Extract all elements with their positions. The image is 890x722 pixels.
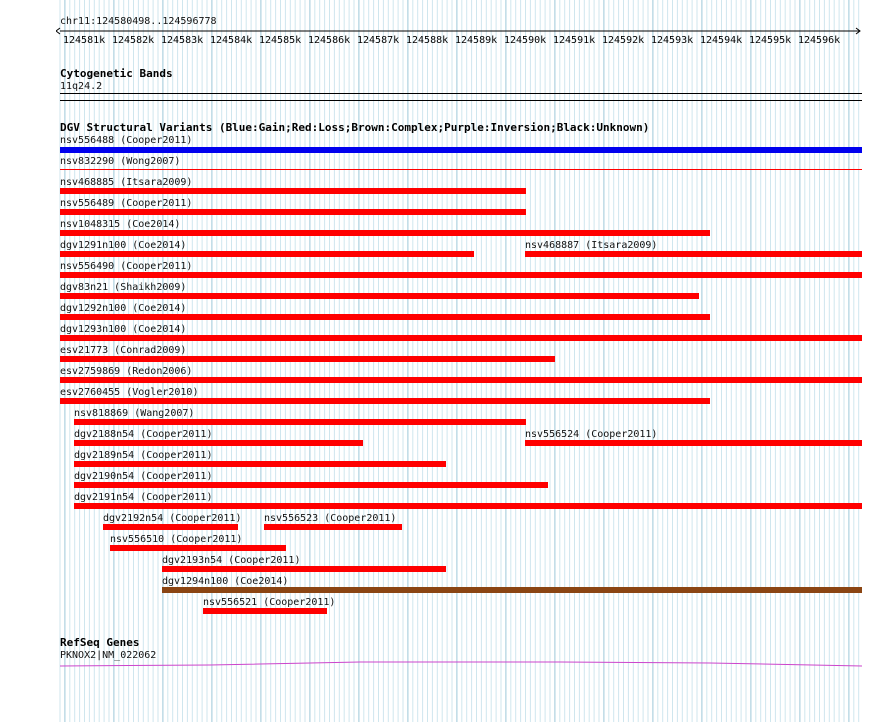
dgv-variant-label[interactable]: esv2759869 (Redon2006) [60,366,193,377]
dgv-variant-bar[interactable] [60,272,862,278]
ruler-tick-label: 124594k [700,35,743,46]
dgv-variant-bar[interactable] [525,251,862,257]
cytoband-label: 11q24.2 [60,81,103,92]
dgv-variant-bar[interactable] [103,524,238,530]
dgv-variant-label[interactable]: dgv1292n100 (Coe2014) [60,303,187,314]
dgv-variant-label[interactable]: esv21773 (Conrad2009) [60,345,187,356]
dgv-variant-bar[interactable] [110,545,286,551]
ruler-tick-label: 124588k [406,35,449,46]
dgv-variant-label[interactable]: dgv83n21 (Shaikh2009) [60,282,187,293]
dgv-variant-bar[interactable] [60,335,862,341]
dgv-variant-label[interactable]: dgv1291n100 (Coe2014) [60,240,187,251]
cytoband-line-bottom [60,100,862,101]
cytoband-line-top [60,93,862,94]
ruler-tick-label: 124584k [210,35,253,46]
dgv-variant-bar[interactable] [60,356,555,362]
ruler-tick-label: 124596k [798,35,841,46]
ruler-tick-label: 124581k [63,35,106,46]
dgv-variant-bar[interactable] [60,377,862,383]
dgv-variant-label[interactable]: esv2760455 (Vogler2010) [60,387,199,398]
dgv-variant-label[interactable]: nsv468887 (Itsara2009) [525,240,658,251]
dgv-variant-bar[interactable] [60,251,474,257]
dgv-variant-bar[interactable] [74,419,526,425]
dgv-variant-label[interactable]: nsv556489 (Cooper2011) [60,198,193,209]
dgv-variant-label[interactable]: nsv556521 (Cooper2011) [203,597,336,608]
dgv-track-title: DGV Structural Variants (Blue:Gain;Red:Loss;Brown:Complex;Purple:Inversion;Black:Unknown) [60,121,650,134]
dgv-variant-bar[interactable] [162,587,862,593]
dgv-variant-bar[interactable] [74,440,363,446]
dgv-variant-label[interactable]: nsv832290 (Wong2007) [60,156,181,167]
dgv-variant-label[interactable]: dgv2191n54 (Cooper2011) [74,492,213,503]
dgv-variant-label[interactable]: nsv556510 (Cooper2011) [110,534,243,545]
dgv-variant-bar[interactable] [74,461,446,467]
ruler-tick-label: 124589k [455,35,498,46]
cytoband-track-title: Cytogenetic Bands [60,67,173,80]
ruler-tick-label: 124591k [553,35,596,46]
ruler-left-arrow-icon [56,28,60,34]
dgv-variant-bar[interactable] [74,503,862,509]
ruler-tick-label: 124587k [357,35,400,46]
ruler-tick-label: 124586k [308,35,351,46]
dgv-variant-label[interactable]: nsv1048315 (Coe2014) [60,219,181,230]
dgv-variant-label[interactable]: nsv556488 (Cooper2011) [60,135,193,146]
dgv-variant-label[interactable]: nsv556523 (Cooper2011) [264,513,397,524]
ruler-range-label: chr11:124580498..124596778 [60,16,217,27]
dgv-variant-label[interactable]: dgv1294n100 (Coe2014) [162,576,289,587]
refseq-track-title: RefSeq Genes [60,636,140,649]
dgv-variant-label[interactable]: dgv2188n54 (Cooper2011) [74,429,213,440]
refseq-gene-label[interactable]: PKNOX2|NM_022062 [60,650,157,661]
dgv-variant-bar[interactable] [74,482,548,488]
dgv-variant-bar[interactable] [60,398,710,404]
dgv-variant-bar[interactable] [60,188,526,194]
ruler-tick-label: 124592k [602,35,645,46]
dgv-variant-label[interactable]: nsv468885 (Itsara2009) [60,177,193,188]
refseq-gene-model[interactable] [60,658,862,670]
dgv-variant-label[interactable]: nsv556490 (Cooper2011) [60,261,193,272]
dgv-variant-bar[interactable] [162,566,446,572]
dgv-variant-bar[interactable] [525,440,862,446]
dgv-variant-bar[interactable] [60,314,710,320]
ruler-tick-label: 124583k [161,35,204,46]
dgv-variant-bar[interactable] [60,230,710,236]
ruler-tick-label: 124595k [749,35,792,46]
dgv-variant-bar[interactable] [264,524,402,530]
dgv-variant-bar[interactable] [60,169,862,170]
dgv-variant-label[interactable]: dgv2190n54 (Cooper2011) [74,471,213,482]
dgv-variant-bar[interactable] [203,608,327,614]
ruler-tick-label: 124585k [259,35,302,46]
dgv-variant-label[interactable]: dgv2189n54 (Cooper2011) [74,450,213,461]
dgv-variant-label[interactable]: dgv2193n54 (Cooper2011) [162,555,301,566]
ruler-tick-label: 124590k [504,35,547,46]
dgv-variant-label[interactable]: dgv2192n54 (Cooper2011) [103,513,242,524]
dgv-variant-label[interactable]: nsv818869 (Wang2007) [74,408,195,419]
ruler-tick-label: 124582k [112,35,155,46]
dgv-variant-label[interactable]: nsv556524 (Cooper2011) [525,429,658,440]
dgv-variant-bar[interactable] [60,293,699,299]
dgv-variant-label[interactable]: dgv1293n100 (Coe2014) [60,324,187,335]
dgv-variant-bar[interactable] [60,209,526,215]
dgv-variant-bar[interactable] [60,147,862,153]
ruler-tick-label: 124593k [651,35,694,46]
